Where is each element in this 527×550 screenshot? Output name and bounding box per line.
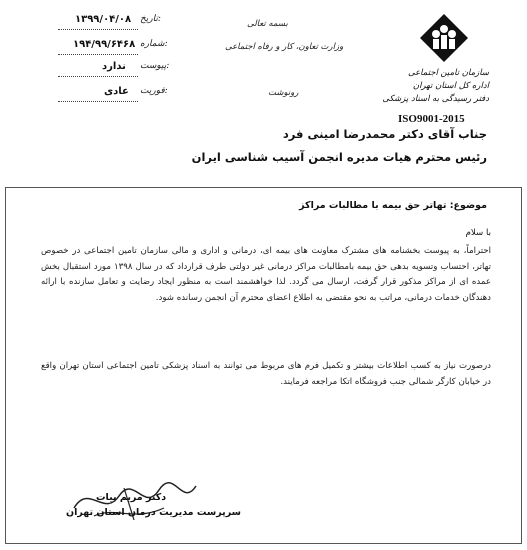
ministry-line2: وزارت تعاون، کار و رفاه اجتماعی (225, 42, 344, 52)
number-label: شماره: (140, 39, 168, 49)
number-value: ۱۹۴/۹۹/۶۴۶۸ (73, 39, 136, 50)
attachment-underline (58, 76, 138, 77)
recipient-name: جناب آقای دکتر محمدرضا امینی فرد (282, 127, 487, 141)
body-paragraph-1: احتراماً، به پیوست بخشنامه های مشترک معاونت های بیمه ای، درمانی و اداری و مالی سازمان تامین اجتماعی در خصوص تهاتر، احتساب وتسویه بدهی حق بیمه بامطالبات مراکز درمانی غیر دولتی طرف قرارداد که در سال ۱۳۹۸ مورد استقبال بخش عمده ای از مراکز مذکور قرار گرفت، ارسال می گردد. لذا خواهشمند است به منظور ایجاد رضایت و تعامل سازنده با ارائه دهندگان خدمات درمانی، مراتب به نحو مقتضی به اطلاع اعضای محترم آن انجمن رسانده شود. (41, 246, 491, 303)
body-paragraph-2: درصورت نیاز به کسب اطلاعات بیشتر و تکمیل فرم های مربوط می توانند به اسناد پزشکی تامین اجتماعی استان تهران واقع در خیابان کارگر شمالی جنب فروشگاه اتکا مراجعه فرمایند. (41, 361, 491, 387)
signatory-name: دکتر مریم بیات (96, 492, 167, 503)
urgency-underline (58, 101, 138, 102)
organization-logo (418, 12, 470, 64)
iso-certification: ISO9001-2015 (398, 113, 465, 125)
urgency-value: عادی (104, 86, 129, 97)
org-line2: اداره کل استان تهران (412, 81, 489, 91)
date-label: تاریخ: (140, 14, 161, 24)
signatory-title: سرپرست مدیریت درمان استان تهران (66, 507, 241, 518)
date-underline (58, 29, 138, 30)
ministry-line1: بسمه تعالی (247, 19, 288, 29)
attachment-value: ندارد (102, 61, 126, 72)
org-line1: سازمان تامین اجتماعی (408, 68, 489, 78)
number-underline (58, 54, 138, 55)
salutation: با سلام (465, 228, 491, 238)
handwritten-signature (64, 478, 204, 528)
org-line3: دفتر رسیدگی به اسناد پزشکی (382, 94, 489, 104)
date-value: ۱۳۹۹/۰۴/۰۸ (75, 14, 132, 25)
attachment-label: پیوست: (140, 61, 170, 71)
urgency-label: فوریت: (140, 86, 168, 96)
handwritten-mark: رونوشت (268, 88, 299, 98)
recipient-title: رئیس محترم هیات مدیره انجمن آسیب شناسی ایران (191, 150, 487, 164)
subject-line: موضوع: تهاتر حق بیمه با مطالبات مراکز (299, 200, 487, 211)
